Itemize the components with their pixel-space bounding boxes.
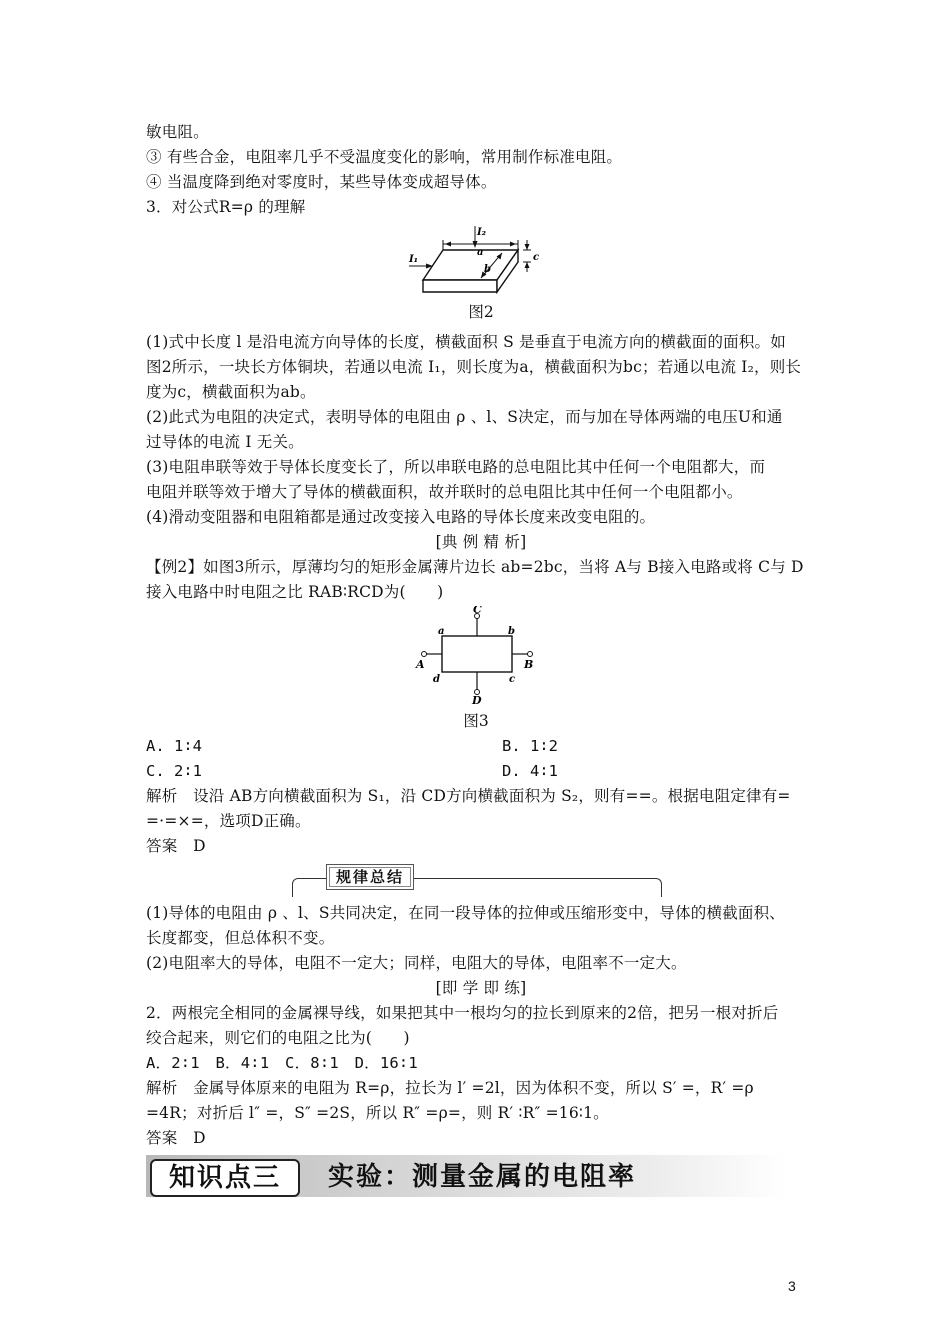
option-a: A. 1∶4 xyxy=(146,737,202,755)
page-number: 3 xyxy=(788,1278,796,1294)
figure-2-block-diagram xyxy=(405,222,555,302)
label-b: b xyxy=(508,626,515,637)
label-A: A xyxy=(416,658,425,671)
label-b: b xyxy=(484,264,491,275)
metal-plate xyxy=(442,636,512,672)
answer-2: 答案 D xyxy=(146,1129,206,1147)
arrowhead xyxy=(525,244,530,250)
label-i2: I₂ xyxy=(477,227,487,238)
text-line: 度为c，横截面积为ab。 xyxy=(146,383,316,401)
figure-3-caption: 图3 xyxy=(463,712,489,730)
text-line: (1)式中长度 l 是沿电流方向导体的长度，横截面积 S 是垂直于电流方向的横截面的面积。如 xyxy=(146,333,786,351)
label-B: B xyxy=(524,658,534,671)
text-line: (2)此式为电阻的决定式，表明导体的电阻由 ρ 、l、S决定，而与加在导体两端的电压U和通 xyxy=(146,408,783,426)
text-line: ③ 有些合金，电阻率几乎不受温度变化的影响，常用制作标准电阻。 xyxy=(146,148,623,166)
answer-1: 答案 D xyxy=(146,837,206,855)
label-c: c xyxy=(509,674,516,685)
arrowhead xyxy=(510,242,516,247)
label-c: c xyxy=(533,252,540,263)
question-2-options: A．2∶1 B．4∶1 C．8∶1 D．16∶1 xyxy=(146,1054,418,1072)
option-b: B. 1∶2 xyxy=(502,737,558,755)
terminal-b xyxy=(528,652,533,657)
question-2: 绞合起来，则它们的电阻之比为( ) xyxy=(146,1029,410,1047)
section-heading: 3．对公式R=ρ 的理解 xyxy=(146,198,306,216)
solution-1: =·=×=，选项D正确。 xyxy=(146,812,311,830)
block-front-face xyxy=(423,280,497,292)
text-line: 敏电阻。 xyxy=(146,123,209,141)
label-D: D xyxy=(472,694,482,706)
summary-banner-label: 规律总结 xyxy=(326,864,414,890)
section-tag: 知识点三 xyxy=(150,1159,300,1197)
example-2-stem: 接入电路中时电阻之比 RAB∶RCD为( ) xyxy=(146,583,444,601)
option-c: C. 2∶1 xyxy=(146,762,202,780)
solution-2: 解析 金属导体原来的电阻为 R=ρ，拉长为 l′ =2l，因为体积不变，所以 S′ =，R′ =ρ xyxy=(146,1079,754,1097)
text-line: (4)滑动变阻器和电阻箱都是通过改变接入电路的导体长度来改变电阻的。 xyxy=(146,508,656,526)
solution-1: 解析 设沿 AB方向横截面积为 S₁，沿 CD方向横截面积为 S₂，则有==。根据电阻定律有= xyxy=(146,787,791,805)
text-line: (3)电阻串联等效于导体长度变长了，所以串联电路的总电阻比其中任何一个电阻都大，而 xyxy=(146,458,766,476)
figure-2-caption: 图2 xyxy=(468,303,494,321)
label-C: C xyxy=(473,606,482,616)
subsection-label-jixue: [即 学 即 练] xyxy=(435,979,527,997)
terminal-a xyxy=(422,652,427,657)
text-line: 图2所示，一块长方体铜块，若通以电流 I₁，则长度为a，横截面积为bc；若通以电流 I₂，则长 xyxy=(146,358,802,376)
label-d: d xyxy=(433,674,440,685)
solution-2: =4R；对折后 l″ =，S″ =2S，所以 R″ =ρ=，则 R′ ∶R″ =16∶1。 xyxy=(146,1104,609,1122)
summary-text: 长度都变，但总体积不变。 xyxy=(146,929,335,947)
summary-text: (2)电阻率大的导体，电阻不一定大；同样，电阻大的导体，电阻率不一定大。 xyxy=(146,954,687,972)
text-line: ④ 当温度降到绝对零度时，某些导体变成超导体。 xyxy=(146,173,497,191)
question-2: 2．两根完全相同的金属裸导线，如果把其中一根均匀的拉长到原来的2倍，把另一根对折后 xyxy=(146,1004,779,1022)
summary-text: (1)导体的电阻由 ρ 、l、S共同决定，在同一段导体的拉伸或压缩形变中，导体的横截面积、 xyxy=(146,904,786,922)
figure-3-plate-diagram xyxy=(412,606,542,706)
example-2-stem: 【例2】如图3所示，厚薄均匀的矩形金属薄片边长 ab=2bc，当将 A与 B接入电路或将 C与 D xyxy=(146,558,804,576)
label-a: a xyxy=(477,247,484,258)
subsection-label-dianli: [典 例 精 析] xyxy=(435,533,527,551)
label-i1: I₁ xyxy=(409,254,419,265)
option-d: D. 4∶1 xyxy=(502,762,558,780)
section-title: 实验：测量金属的电阻率 xyxy=(328,1162,637,1192)
label-a: a xyxy=(438,626,445,637)
arrowhead xyxy=(445,242,451,247)
text-line: 电阻并联等效于增大了导体的横截面积，故并联时的总电阻比其中任何一个电阻都小。 xyxy=(146,483,743,501)
text-line: 过导体的电流 I 无关。 xyxy=(146,433,304,451)
arrowhead xyxy=(525,262,530,268)
